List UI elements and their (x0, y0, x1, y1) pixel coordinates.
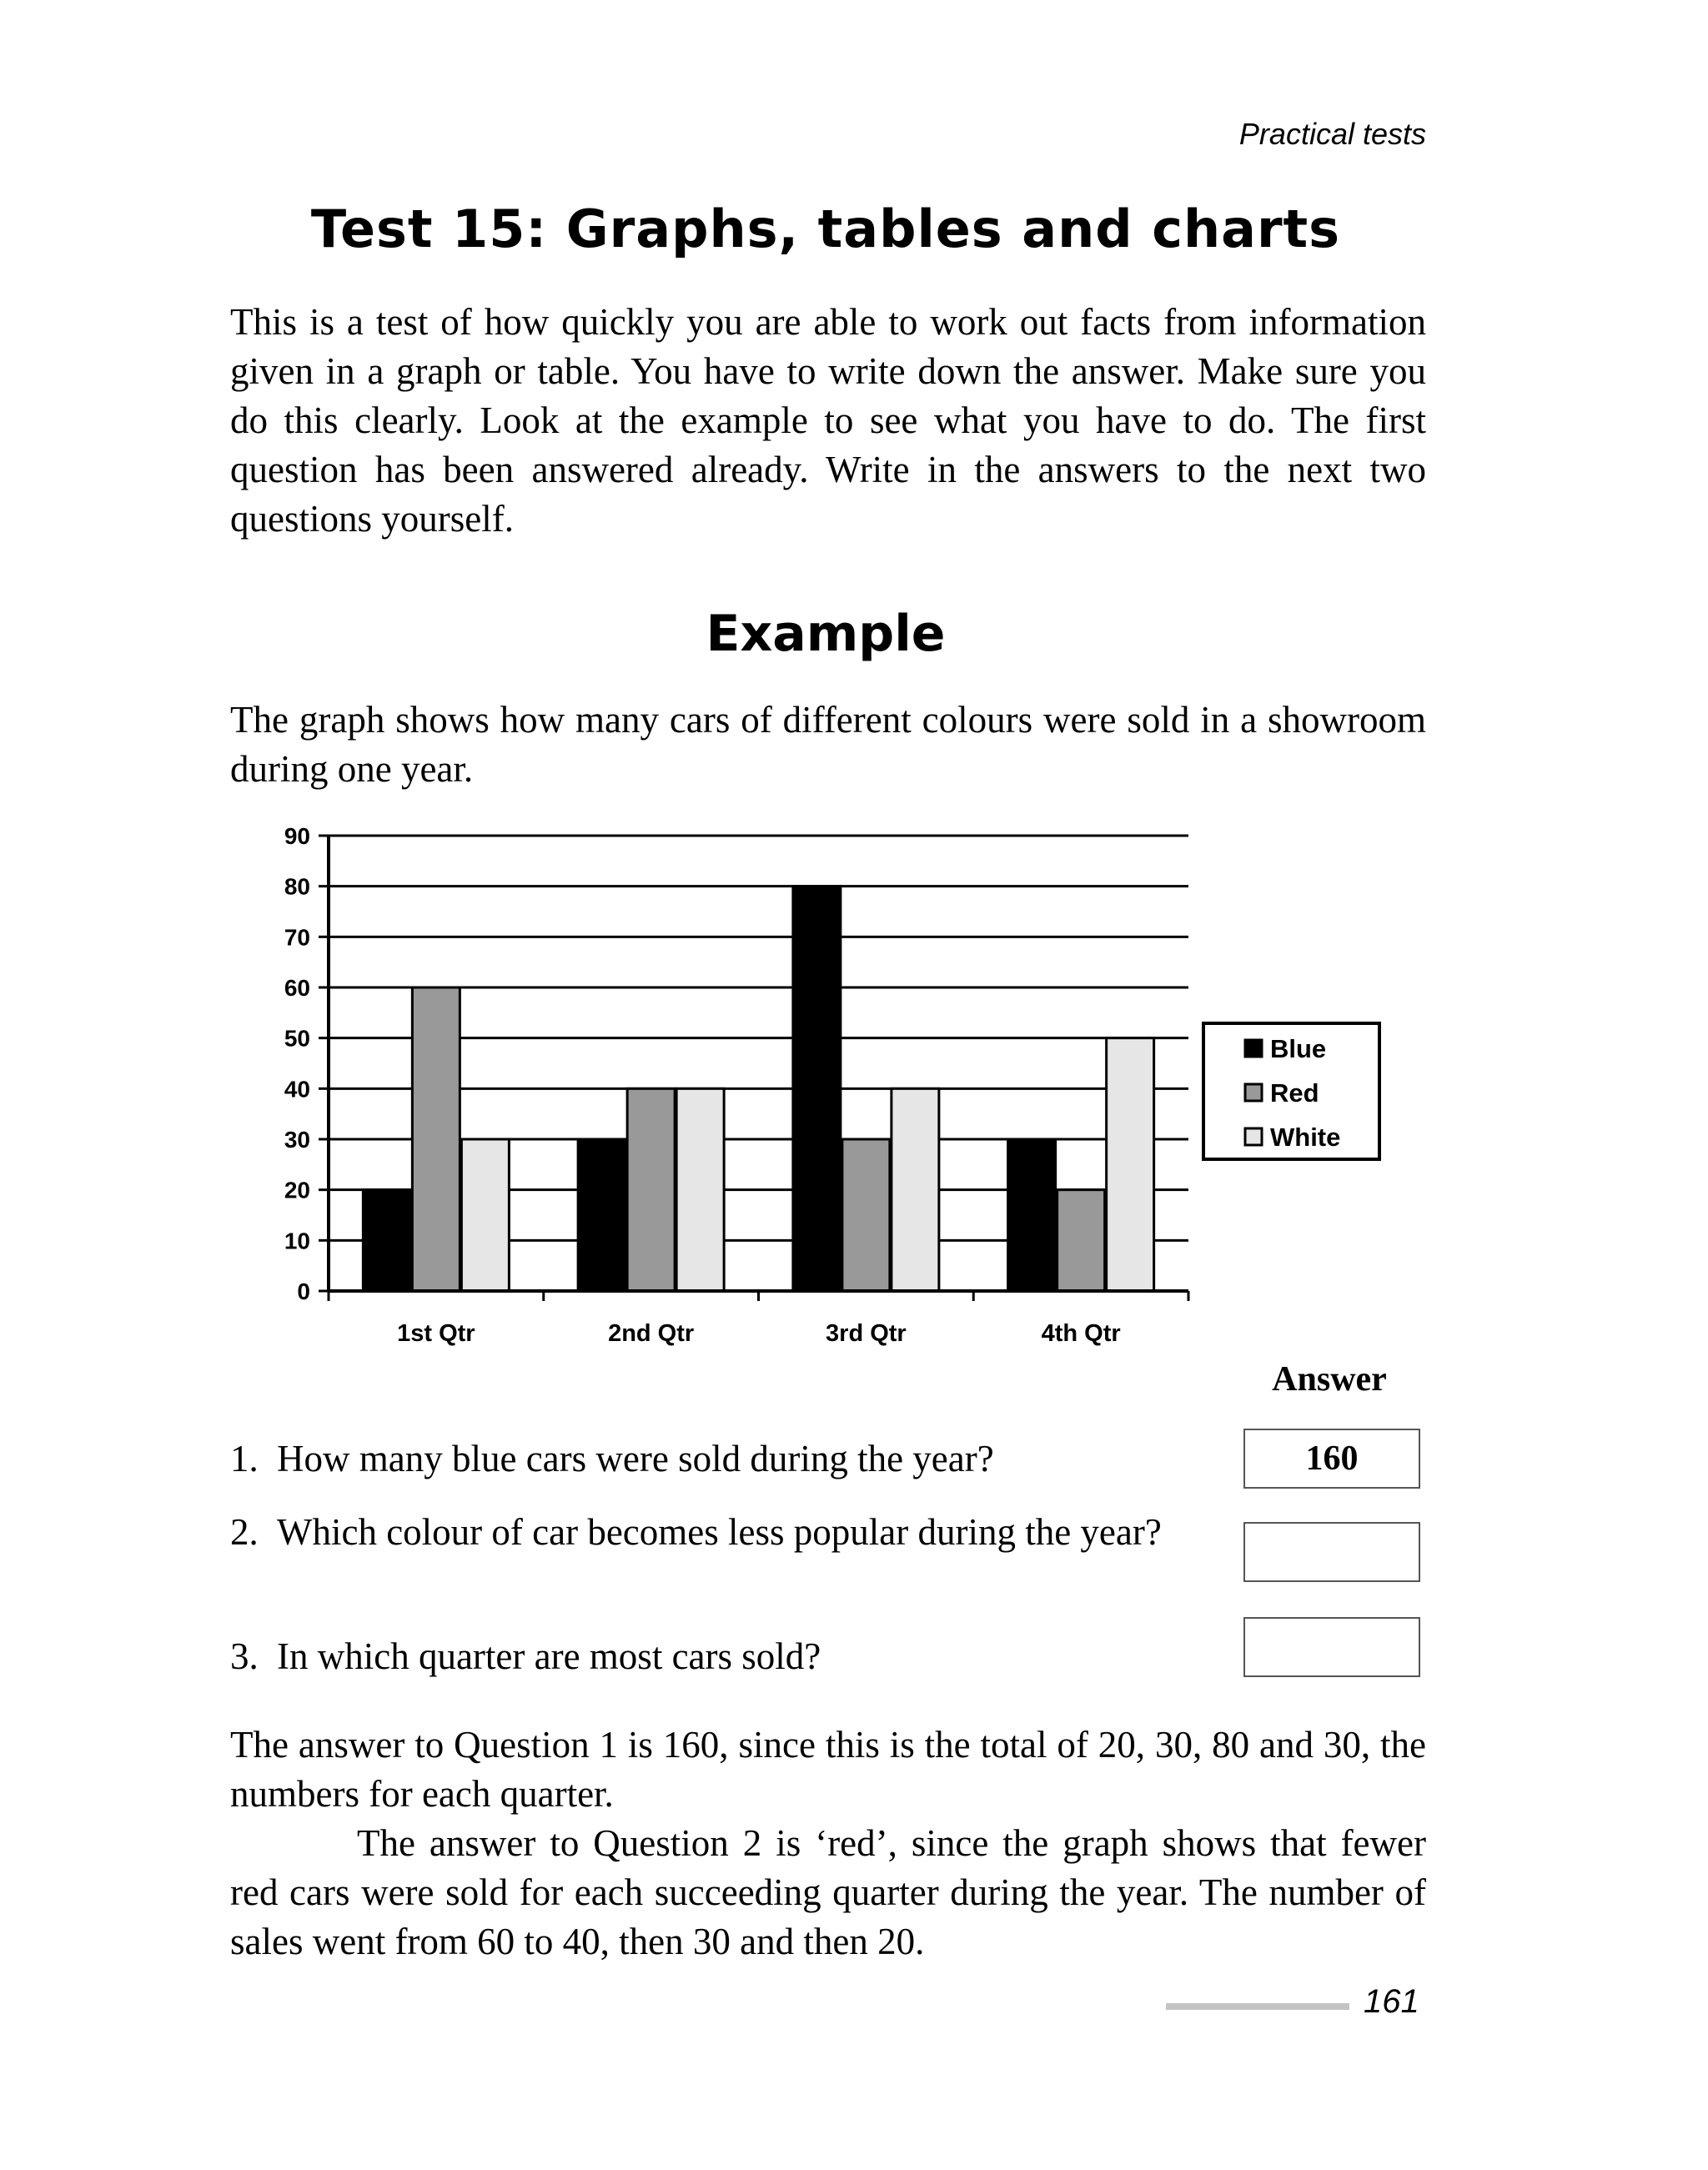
question-text: Which colour of car becomes less popular during the year? (277, 1511, 1162, 1553)
bar-white-2 (676, 1088, 724, 1291)
answer-box-3[interactable] (1243, 1617, 1420, 1677)
question-number: 3. (230, 1635, 259, 1677)
explanation-paragraph-1: The answer to Question 1 is 160, since this is the total of 20, 30, 80 and 30, the numbers for each quarter. (230, 1724, 1426, 1815)
question-number: 2. (230, 1511, 259, 1553)
y-tick-label: 30 (284, 1127, 310, 1153)
x-tick-label: 2nd Qtr (608, 1320, 695, 1347)
answer-box-2[interactable] (1243, 1522, 1420, 1582)
answer-column-header: Answer (1272, 1360, 1387, 1399)
explanation (230, 1720, 1426, 1967)
x-tick-label: 3rd Qtr (826, 1320, 907, 1347)
bar-red-3 (842, 1139, 890, 1291)
example-heading: Example (706, 605, 946, 663)
legend-label-red: Red (1270, 1078, 1319, 1108)
y-tick-label: 90 (284, 823, 310, 849)
bar-blue-3 (793, 887, 841, 1291)
y-tick-label: 40 (284, 1076, 310, 1103)
chart-legend (1203, 1023, 1379, 1159)
bar-red-2 (627, 1088, 675, 1291)
bar-white-1 (461, 1139, 509, 1291)
page-title: Test 15: Graphs, tables and charts (310, 198, 1341, 259)
legend-swatch-red (1245, 1084, 1262, 1101)
question-text: In which quarter are most cars sold? (277, 1635, 821, 1677)
bar-red-4 (1057, 1190, 1105, 1291)
x-tick-label: 4th Qtr (1041, 1320, 1121, 1347)
x-tick-label: 1st Qtr (397, 1320, 475, 1347)
y-tick-label: 80 (284, 873, 310, 900)
legend-label-white: White (1270, 1123, 1341, 1152)
running-head: Practical tests (1238, 117, 1426, 151)
legend-label-blue: Blue (1270, 1034, 1327, 1063)
bar-blue-2 (578, 1139, 625, 1291)
legend-swatch-white (1245, 1128, 1262, 1145)
bar-white-4 (1107, 1038, 1154, 1291)
bar-red-1 (412, 987, 460, 1291)
legend-swatch-blue (1245, 1040, 1262, 1057)
y-tick-label: 10 (284, 1228, 310, 1254)
question-2 (230, 1508, 1173, 1557)
y-tick-label: 20 (284, 1177, 310, 1203)
explanation-paragraph-2: The answer to Question 2 is ‘red’, since the graph shows that fewer red cars were sold for each succeeding quarter during the year. The number of sales went from 60 to 40, then 30 and then 20. (230, 1822, 1426, 1962)
bar-blue-1 (363, 1190, 410, 1291)
footer-rule (1166, 2003, 1349, 2010)
y-tick-label: 50 (284, 1025, 310, 1052)
bar-white-3 (892, 1088, 939, 1291)
page-number: 161 (1364, 1983, 1419, 2020)
bar-chart (250, 817, 1418, 1351)
answer-box-1[interactable]: 160 (1243, 1429, 1420, 1489)
question-number: 1. (230, 1438, 259, 1479)
bar-blue-4 (1008, 1139, 1056, 1291)
y-tick-label: 70 (284, 924, 310, 951)
intro-paragraph: This is a test of how quickly you are able to work out facts from information given in a graph or table. You have to write down the answer. Make sure you do this clearly. Look at the example to see what you have to do. The first question has been answered already. Write in the answers to the next two questions yourself. (230, 301, 1426, 540)
question-3 (230, 1632, 1173, 1681)
y-tick-label: 0 (297, 1278, 310, 1304)
example-description: The graph shows how many cars of different colours were sold in a showroom during one year. (230, 699, 1426, 790)
question-1 (230, 1434, 1173, 1484)
y-tick-label: 60 (284, 975, 310, 1001)
question-text: How many blue cars were sold during the year? (277, 1438, 994, 1479)
